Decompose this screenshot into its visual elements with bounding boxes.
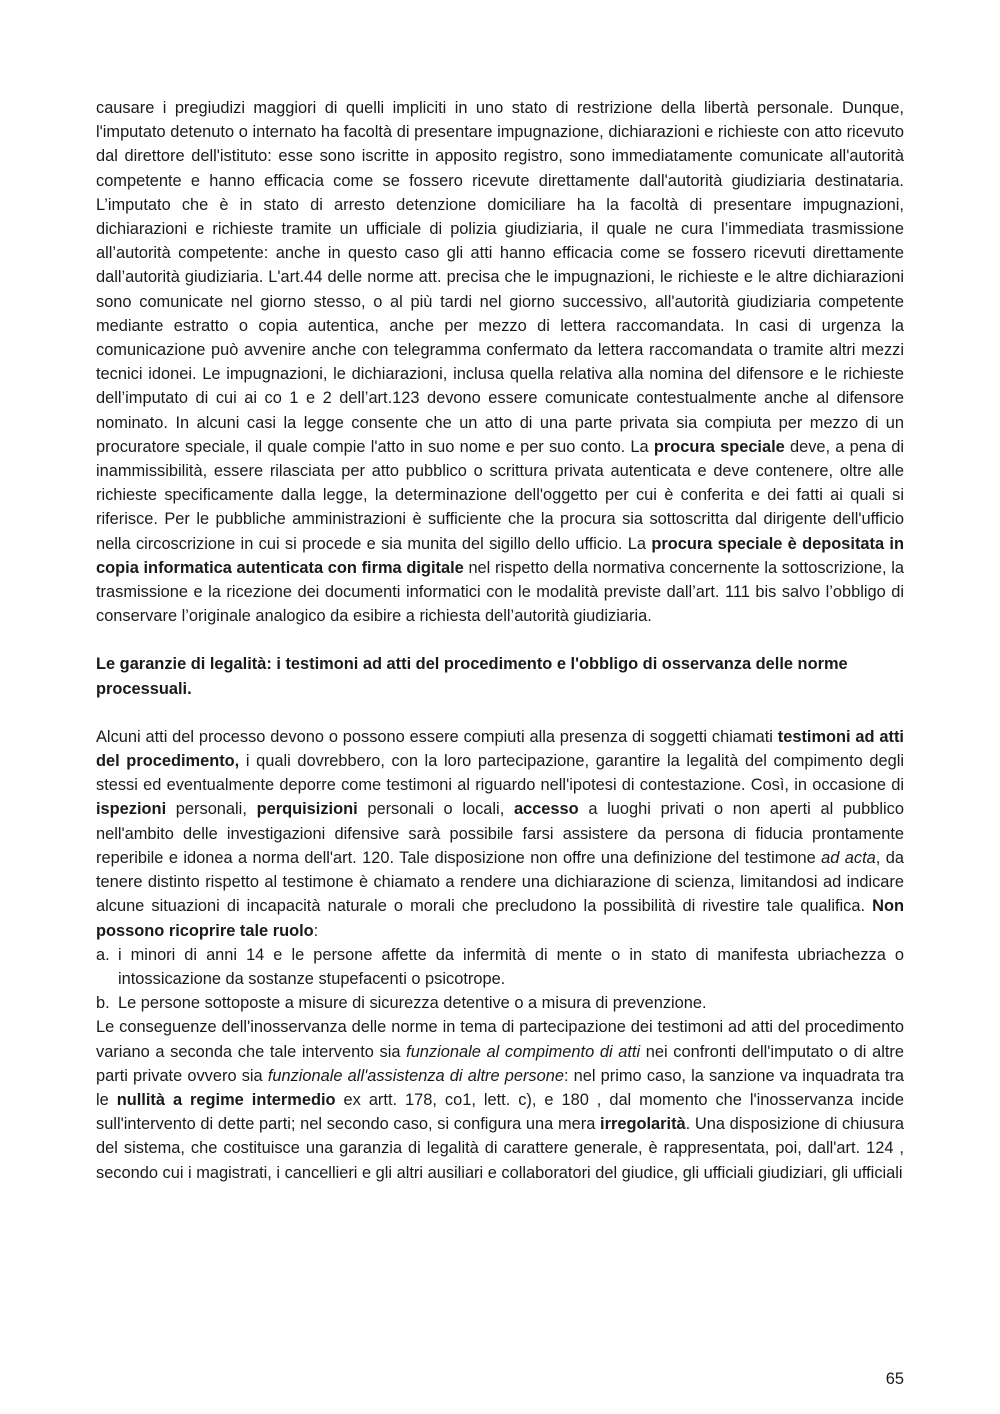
text-run: ex artt. 178, co1, lett. c), e 180 , dal momento che l'inosservanza incide sull'intervento di dette parti; nel secondo caso, si configura una mera xyxy=(96,1090,905,1134)
italic-term: ad acta xyxy=(821,848,876,867)
paragraph-conseguenze xyxy=(96,1015,904,1184)
bold-term: irregolarità xyxy=(600,1115,686,1134)
list-item xyxy=(96,943,904,991)
text-run: . Una disposizione di chiusura del sistema, che costituisce una garanzia di legalità di carattere generale, è rappresentata, poi, dall'art. 124 , secondo cui i magistrati, i cancellieri e gli altri ausiliari e collaboratori del giudice, gli ufficiali giudiziari, gli ufficiali xyxy=(96,1115,904,1182)
spacer xyxy=(96,701,904,725)
text-run: nei confronti dell'imputato o di altre parti private ovvero sia xyxy=(96,1042,904,1085)
italic-term: funzionale al compimento di atti xyxy=(406,1042,641,1061)
section-heading: Le garanzie di legalità: i testimoni ad atti del procedimento e l'obbligo di osservanza delle norme processuali. xyxy=(96,655,848,698)
list-marker: b. xyxy=(96,994,110,1013)
bold-term: ispezioni xyxy=(96,800,167,819)
bold-term: accesso xyxy=(513,800,579,819)
list-item-text: Le persone sottoposte a misure di sicurezza detentive o a misura di prevenzione. xyxy=(118,994,707,1013)
bold-term: testimoni ad atti del procedimento, xyxy=(96,727,904,771)
text-run: causare i pregiudizi maggiori di quelli impliciti in uno stato di restrizione della libertà personale. Dunque, l'imputato detenuto o internato ha facoltà di presentare impugnazione, dichiarazioni e richieste con atto ricevuto dal direttore dell'istituto: esse sono iscritte in apposito registro, sono immediatamente comunicate all'autorità competente e hanno efficacia come se fossero ricevute direttamente dall'autorità giudiziaria destinataria. L’imputato che è in stato di arresto detenzione domiciliare ha la facoltà di presentare impugnazioni, dichiarazioni e richieste tramite un ufficiale di polizia giudiziaria, il quale ne cura l’immediata trasmissione all’autorità competente: anche in questo caso gli atti hanno efficacia come se fossero ricevuti direttamente dall’autorità giudiziaria. L'art.44 delle norme att. precisa che le impugnazioni, le richieste e le altre dichiarazioni sono comunicate nel giorno stesso, o al più tardi nel giorno successivo, all'autorità giudiziaria competente mediante estratto o copia autentica, anche per mezzo di lettera raccomandata. In casi di urgenza la comunicazione può avvenire anche con telegramma confermato da lettera raccomandata o tramite altri mezzi tecnici idonei. Le impugnazioni, le dichiarazioni, inclusa quella relativa alla nomina del difensore e le richieste dell’imputato di cui ai co 1 e 2 dell’art.123 devono essere comunicate contestualmente anche al difensore nominato. In alcuni casi la legge consente che un atto di una parte privata sia compiuta per mezzo di un procuratore speciale, il quale compie l'atto in suo nome e per suo conto. La xyxy=(96,99,904,456)
text-run: Le conseguenze dell'inosservanza delle norme in tema di partecipazione dei testimoni ad atti del procedimento variano a seconda che tale intervento sia xyxy=(96,1018,904,1061)
bold-term: procura speciale xyxy=(653,437,785,456)
text-run: nel rispetto della normativa concernente la sottoscrizione, la trasmissione e la ricezione dei documenti informatici con le modalità previste dall’art. 111 bis salvo l’obbligo di conservare l’originale analogico da esibire a richiesta dell’autorità giudiziaria. xyxy=(96,558,904,626)
text-run: a luoghi privati o non aperti al pubblico nell'ambito delle investigazioni difensive sarà possibile farsi assistere da persona di fiducia prontamente reperibile e idonea a norma dell'art. 120. Tale disposizione non offre una definizione del testimone xyxy=(96,800,904,867)
spacer xyxy=(96,628,904,652)
list-item-text: i minori di anni 14 e le persone affette da infermità di mente o in stato di manifesta ubriachezza o intossicazione da sostanze stupefacenti o psicotrope. xyxy=(118,945,904,988)
text-run: Alcuni atti del processo devono o possono essere compiuti alla presenza di soggetti chiamati xyxy=(96,727,778,746)
text-run: : nel primo caso, la sanzione va inquadrata tra le xyxy=(96,1066,904,1109)
text-run: personali o locali, xyxy=(357,800,514,819)
text-run: : xyxy=(313,921,319,940)
page-number: 65 xyxy=(885,1370,904,1388)
text-run: i quali dovrebbero, con la loro partecipazione, garantire la legalità del compimento degli stessi ed eventualmente deporre come testimoni al riguardo nell'ipotesi di contestazione. Così, in occasione di xyxy=(96,752,905,795)
paragraph-testimoni xyxy=(96,725,904,943)
exclusion-list xyxy=(96,943,904,1016)
bold-term: procura speciale è depositata in copia informatica autenticata con firma digitale xyxy=(96,534,904,577)
paragraph-procura xyxy=(96,96,904,628)
page-body xyxy=(96,96,904,1185)
bold-term: perquisizioni xyxy=(256,800,358,819)
text-run: , da tenere distinto rispetto al testimone è chiamato a rendere una dichiarazione di scienza, limitandosi ad indicare alcune situazioni di incapacità naturale o morali che precludono la possibilità di rivestire tale qualifica. xyxy=(96,848,904,916)
text-run: deve, a pena di inammissibilità, essere rilasciata per atto pubblico o scrittura privata autenticata e deve contenere, oltre alle richieste specificamente dalla legge, la determinazione dell'oggetto per cui è conferita e dei fatti ai quali si riferisce. Per le pubbliche amministrazioni è sufficiente che la procura sia sottoscritta dal dirigente dell'ufficio nella circoscrizione in cui si procede e sia munita del sigillo dello ufficio. La xyxy=(96,437,904,553)
bold-term: Non possono ricoprire tale ruolo xyxy=(96,897,904,940)
list-item xyxy=(96,991,904,1015)
list-marker: a. xyxy=(96,945,110,964)
text-run: personali, xyxy=(166,800,257,819)
italic-term: funzionale all'assistenza di altre persone xyxy=(267,1066,564,1085)
bold-term: nullità a regime intermedio xyxy=(116,1090,336,1109)
